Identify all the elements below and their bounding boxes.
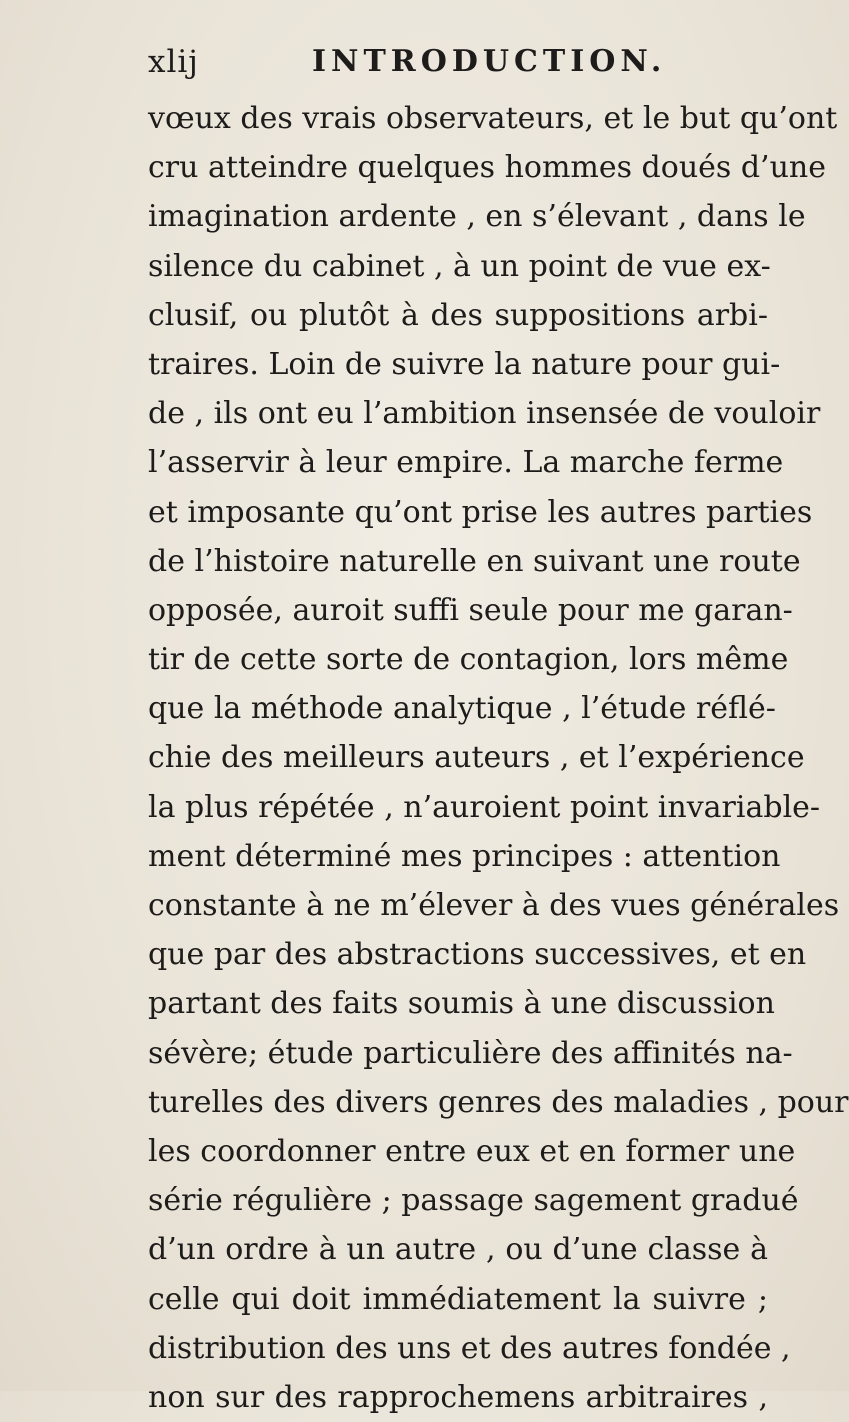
text-line: traires. Loin de suivre la nature pour gui- — [148, 346, 781, 382]
text-line: imagination ardente , en s’élevant , dans le — [148, 199, 806, 235]
text-line: chie des meilleurs auteurs , et l’expérience — [148, 740, 805, 776]
text-line: de , ils ont eu l’ambition insensée de vouloir — [148, 396, 821, 432]
text-line: d’un ordre à un autre , ou d’une classe à — [148, 1232, 768, 1268]
body-text — [148, 94, 849, 1422]
text-line: distribution des uns et des autres fondée , — [148, 1330, 791, 1366]
text-line: cru atteindre quelques hommes doués d’une — [148, 150, 826, 186]
text-line: constante à ne m’élever à des vues générales — [148, 888, 840, 923]
text-line: opposée, auroit suffi seule pour me garan- — [148, 592, 793, 628]
text-line: sévère; étude particulière des affinités na- — [148, 1035, 793, 1071]
text-line: la plus répétée , n’auroient point invariable- — [148, 789, 821, 825]
text-line: et imposante qu’ont prise les autres parties — [148, 494, 813, 530]
text-line: ment déterminé mes principes : attention — [148, 838, 781, 874]
text-line: que par des abstractions successives, et en — [148, 937, 807, 973]
running-title: INTRODUCTION. — [312, 44, 667, 79]
text-line: vœux des vrais observateurs, et le but qu’ont — [148, 101, 838, 136]
text-line: silence du cabinet , à un point de vue ex- — [148, 248, 771, 284]
text-line: celle qui doit immédiatement la suivre ; — [148, 1281, 768, 1317]
text-line: série régulière ; passage sagement gradué — [148, 1183, 799, 1219]
text-line: tir de cette sorte de contagion, lors même — [148, 642, 789, 678]
text-line: l’asservir à leur empire. La marche ferme — [148, 445, 784, 481]
text-line: de l’histoire naturelle en suivant une route — [148, 543, 801, 579]
running-head — [0, 40, 800, 80]
page-number: xlij — [148, 44, 199, 80]
text-line: partant des faits soumis à une discussion — [148, 986, 775, 1022]
text-line: turelles des divers genres des maladies , pour — [148, 1084, 849, 1120]
text-line: clusif, ou plutôt à des suppositions arbi- — [148, 297, 768, 333]
text-line: que la méthode analytique , l’étude réflé- — [148, 691, 776, 727]
text-line: les coordonner entre eux et en former une — [148, 1133, 796, 1169]
text-line: non sur des rapprochemens arbitraires , — [148, 1379, 768, 1415]
